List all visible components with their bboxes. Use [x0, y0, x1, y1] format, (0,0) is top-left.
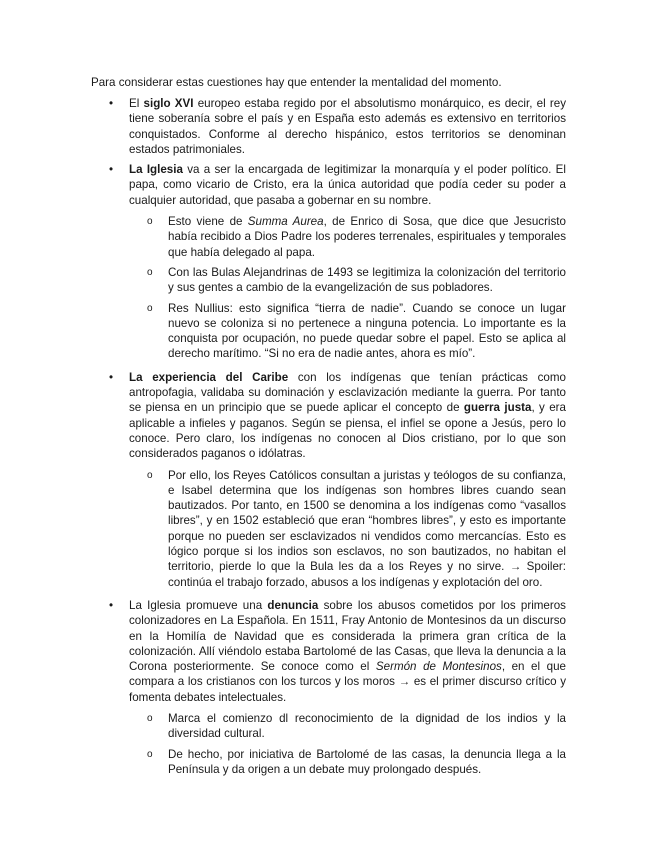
- bullet-glyph: •: [109, 370, 114, 384]
- bullet-glyph: •: [109, 97, 114, 110]
- bold-term: La Iglesia: [129, 163, 183, 177]
- bullet-glyph: •: [109, 163, 114, 177]
- bullet-item-denuncia: • La Iglesia promueve una denuncia sobre los abusos cometidos por los primeros colonizadores en La Española. En 1511, Fray Antonio de Montesinos da un discurso en la Homilía de Navidad que es considerada la primera gran crítica de la colonización. Allí viéndolo estaba Bartolomé de las Casas, que lleva la denuncia a la Corona posteriormente. Se conoce como el Sermón de Montesinos, en el que compara a los cristianos con los turcos y los moros → es el primer discurso crítico y fomenta debates intelectuales. o Marca el comienzo dl reconocimiento de la dignidad de los indios y la diversidad cultural. o De hecho, por iniciativa de Bartolomé de las casas, la denuncia llega a la Península y da origen a un debate muy prolongado después.: [109, 598, 566, 776]
- sub-bullet-item: o De hecho, por iniciativa de Bartolomé de las casas, la denuncia llega a la Península y da origen a un debate muy prolongado después.: [147, 747, 566, 776]
- sub-bullet-glyph: o: [147, 748, 153, 760]
- bullet-item-siglo-xvi: • El siglo XVI europeo estaba regido por el absolutismo monárquico, es decir, el rey tiene soberanía sobre el país y en España esto además es extensivo en territorios conquistados. Conforme al derecho hispánico, estos territorios se denominan estados patrimoniales.: [109, 97, 567, 156]
- bold-term: denuncia: [267, 598, 319, 612]
- bullet-glyph: •: [109, 598, 114, 612]
- bold-term: guerra justa: [463, 401, 532, 415]
- bold-term: siglo XVI: [143, 97, 194, 110]
- sub-bullet-list: [129, 214, 566, 362]
- sub-bullet-item: o Res Nullius: esto significa “tierra de nadie”. Cuando se conoce un lugar nuevo se coloniza si no pertenece a ninguna potencia. Lo importante es la conquista por ocupación, no puede quedar sobre el papel. Esto se aplica al derecho marítimo. “Si no era de nadie antes, ahora es mío”.: [147, 301, 566, 361]
- sub-bullet-glyph: o: [147, 469, 153, 481]
- sub-bullet-item: o Marca el comienzo dl reconocimiento de la dignidad de los indios y la diversidad cultural.: [147, 711, 566, 741]
- sub-bullet-glyph: o: [147, 216, 153, 228]
- sub-bullet-glyph: o: [147, 712, 153, 724]
- italic-title: Sermón de Montesinos: [375, 660, 502, 674]
- sub-bullet-item: o Por ello, los Reyes Católicos consultan a juristas y teólogos de su confianza, e Isabel determina que los indígenas son hombres libres cuando sean bautizados. Por tanto, en 1500 se denomina a los indígenas como “vasallos libres”, y en 1502 estableció que eran “hombres libres”, y esto es importante porque no pueden ser esclavizados ni vendidos como mercancías. Esto es lógico porque si los indios son esclavos, no son bautizados, no habitan el territorio, pierde lo que la Bula les da a los Reyes y no sirve. → Spoiler: continúa el trabajo forzado, abusos a los indígenas y explotación del oro.: [147, 468, 566, 589]
- italic-title: Summa Aurea: [247, 215, 324, 229]
- sub-bullet-list: [129, 711, 566, 777]
- bullet-item-iglesia: • La Iglesia va a ser la encargada de legitimizar la monarquía y el poder político. El papa, como vicario de Cristo, era la única autoridad que podía ceder su poder a cualquier autoridad, que pasaba a gobernar en su nombre. o Esto viene de Summa Aurea, de Enrico di Sosa, que dice que Jesucristo había recibido a Dios Padre los poderes terrenales, espirituales y temporales que había delegado al papa. o Con las Bulas Alejandrinas de 1493 se legitimiza la colonización del territorio y sus gentes a cambio de la evangelización de sus pobladores. o Res Nullius: esto significa “tierra de nadie”. Cuando se conoce un lugar nuevo se coloniza si no pertenece a ninguna potencia. Lo importante es la conquista por ocupación, no puede quedar sobre el papel. Esto se aplica al derecho marítimo. “Si no era de nadie antes, ahora es mío”.: [109, 163, 566, 361]
- bold-term: La experiencia del Caribe: [129, 370, 289, 384]
- sub-bullet-list: [129, 468, 566, 590]
- sub-bullet-glyph: o: [147, 266, 153, 278]
- sub-bullet-glyph: o: [147, 302, 153, 314]
- sub-bullet-item: o Esto viene de Summa Aurea, de Enrico di Sosa, que dice que Jesucristo había recibido a Dios Padre los poderes terrenales, espirituales y temporales que había delegado al papa.: [147, 215, 566, 259]
- bullet-item-caribe: • La experiencia del Caribe con los indígenas que tenían prácticas como antropofagia, validaba su dominación y esclavización mediante la guerra. Por tanto se piensa en un principio que se puede aplicar el concepto de guerra justa, y era aplicable a infieles y paganos. Según se piensa, el infiel se opone a Jesús, pero lo conoce. Pero claro, los indígenas no conocen al Dios cristiano, por lo que son considerados paganos o idólatras. o Por ello, los Reyes Católicos consultan a juristas y teólogos de su confianza, e Isabel determina que los indígenas son hombres libres cuando sean bautizados. Por tanto, en 1500 se denomina a los indígenas como “vasallos libres”, y en 1502 estableció que eran “hombres libres”, y esto es importante porque no pueden ser esclavizados ni vendidos como mercancías. Esto es lógico porque si los indios son esclavos, no son bautizados, no habitan el territorio, pierde lo que la Bula les da a los Reyes y no sirve. → Spoiler: continúa el trabajo forzado, abusos a los indígenas y explotación del oro.: [109, 370, 566, 589]
- intro-paragraph: Para considerar estas cuestiones hay que entender la mentalidad del momento.: [91, 76, 502, 89]
- main-bullet-list: [91, 96, 566, 782]
- sub-bullet-item: o Con las Bulas Alejandrinas de 1493 se legitimiza la colonización del territorio y sus gentes a cambio de la evangelización de sus pobladores.: [147, 265, 566, 295]
